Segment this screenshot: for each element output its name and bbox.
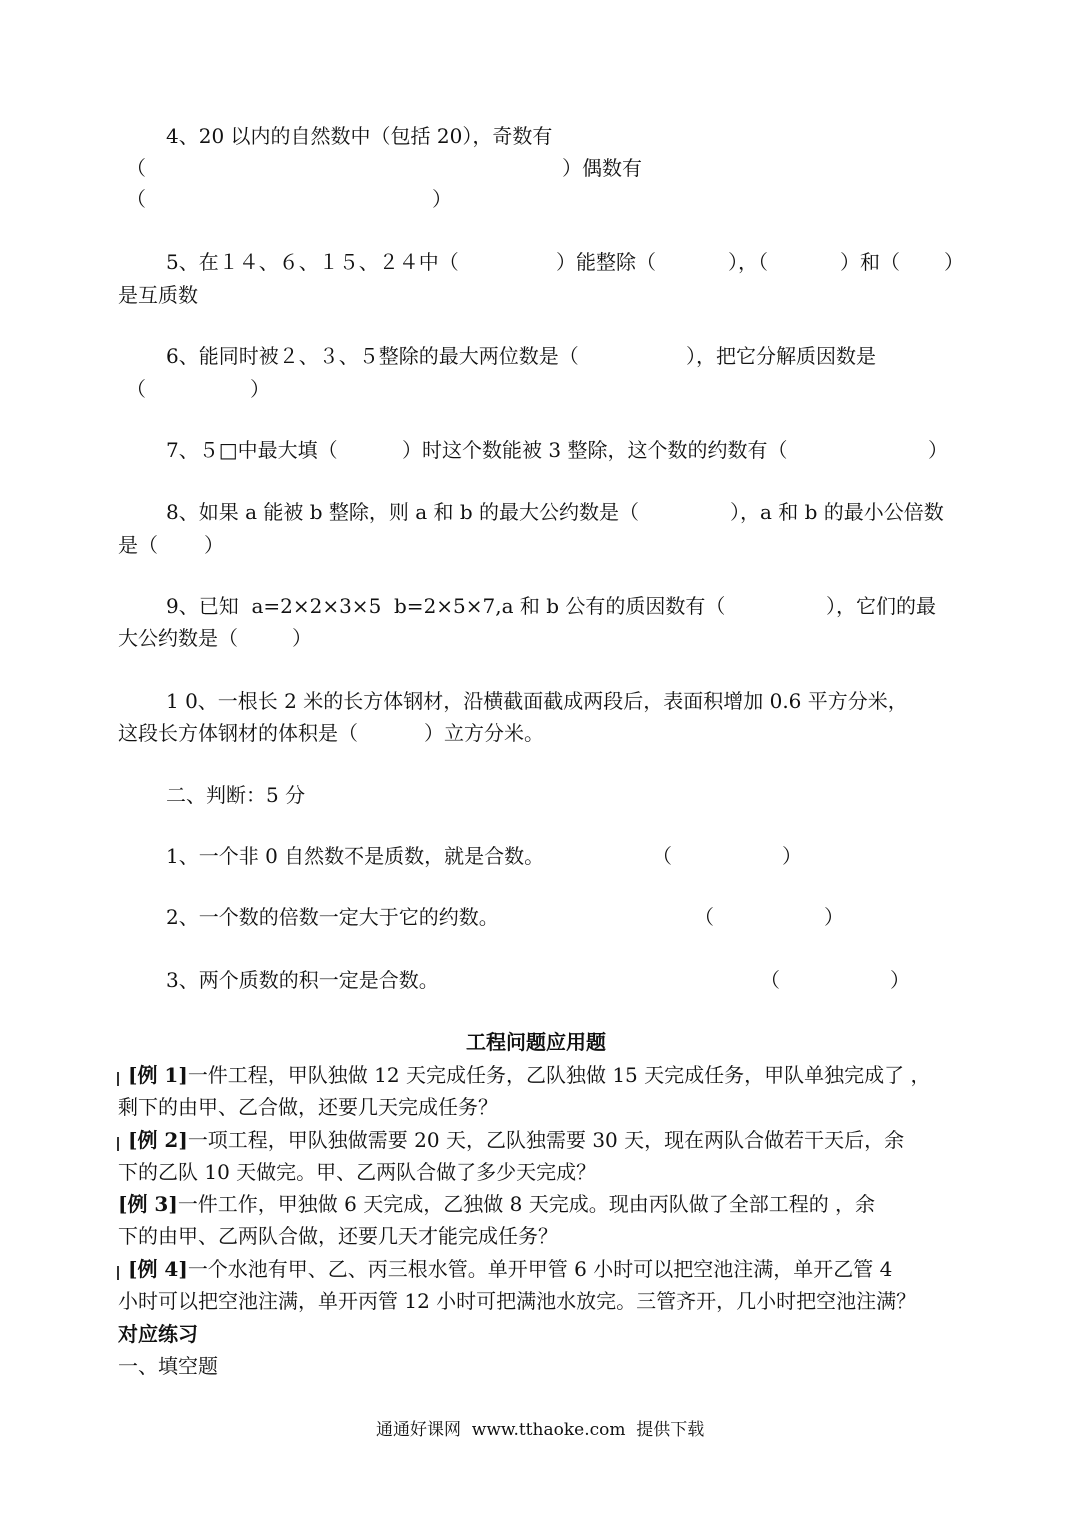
q4-line1: 4、20 以内的自然数中（包括 20），奇数有 — [166, 124, 553, 148]
q7-part-a: 7、５□中最大填（ — [166, 438, 338, 462]
section-title: 工程问题应用题 — [466, 1030, 606, 1054]
q8-part-a: 8、如果 a 能被 b 整除，则 a 和 b 的最大公约数是（ — [166, 500, 640, 524]
example-4-text: 一个水池有甲、乙、丙三根水管。单开甲管 6 小时可以把空池注满，单开乙管 4 — [187, 1257, 893, 1281]
judge-item-1-open: （ — [652, 844, 672, 868]
example-3-line1 — [118, 1190, 875, 1218]
example-1-tag: [例 1] — [128, 1063, 188, 1087]
judge-item-2-open: （ — [694, 905, 714, 929]
example-2-text: 一项工程，甲队独做需要 20 天，乙队独需要 30 天，现在两队合做若干天后，余 — [187, 1128, 905, 1152]
q10-part-b: 这段长方体钢材的体积是（ — [118, 721, 358, 745]
q9-part-b: ），它们的最 — [826, 594, 936, 618]
example-1-text: 一件工程，甲队独做 12 天完成任务，乙队独做 15 天完成任务，甲队单独完成了 ， — [187, 1063, 931, 1087]
judge-item-1-text: 1、一个非 0 自然数不是质数，就是合数。 — [166, 844, 545, 868]
judge-item-3-text: 3、两个质数的积一定是合数。 — [166, 968, 439, 992]
example-1-line2: 剩下的由甲、乙合做，还要几天完成任务？ — [118, 1095, 498, 1119]
part2-heading: 二、判断：5 分 — [166, 783, 306, 807]
q9-part-a: 9、已知 a=2×2×3×5 b=2×5×7,a 和 b 公有的质因数有（ — [166, 594, 726, 618]
example-3-line2: 下的由甲、乙两队合做，还要几天才能完成任务？ — [118, 1224, 558, 1248]
anchor-mark-2 — [117, 1137, 119, 1151]
q6-close-paren: ） — [250, 377, 270, 401]
q4-close-paren-2: ） — [432, 187, 452, 211]
q5-part-d: ）和（ — [840, 250, 900, 274]
q4-open-paren-2: （ — [126, 187, 146, 211]
q5-part-c: ），（ — [728, 250, 768, 274]
example-3-text: 一件工作，甲独做 6 天完成，乙独做 8 天完成。现由丙队做了全部工程的 ，余 — [177, 1192, 876, 1216]
q6-part-a: 6、能同时被２、３、５整除的最大两位数是（ — [166, 344, 579, 368]
q5-part-b: ）能整除（ — [556, 250, 656, 274]
q8-part-b: ），a 和 b 的最小公倍数 — [730, 500, 944, 524]
q4-open-paren-1: （ — [126, 156, 146, 180]
q8-part-c: 是（ — [118, 533, 158, 557]
example-2-line1 — [128, 1126, 904, 1154]
judge-item-3-close: ） — [890, 968, 910, 992]
q7-part-b: ）时这个数能被 3 整除，这个数的约数有（ — [402, 438, 788, 462]
judge-item-3-open: （ — [760, 968, 780, 992]
judge-item-1-close: ） — [782, 844, 802, 868]
example-3-tag: [例 3] — [118, 1192, 178, 1216]
q5-part-a: 5、在１４、６、１５、２４中（ — [166, 250, 459, 274]
example-4-line2: 小时可以把空池注满，单开丙管 12 小时可把满池水放完。三管齐开，几小时把空池注满？ — [118, 1289, 917, 1313]
practice-subheading: 一、填空题 — [118, 1354, 218, 1378]
q9-part-c: 大公约数是（ — [118, 626, 238, 650]
judge-item-2-close: ） — [824, 905, 844, 929]
footer-text: 通通好课网 www.tthaoke.com 提供下载 — [376, 1420, 705, 1440]
q8-part-d: ） — [204, 533, 224, 557]
example-2-line2: 下的乙队 10 天做完。甲、乙两队合做了多少天完成？ — [118, 1160, 597, 1184]
example-4-line1 — [128, 1255, 892, 1283]
judge-item-2-text: 2、一个数的倍数一定大于它的约数。 — [166, 905, 499, 929]
q4-even-label: ）偶数有 — [562, 156, 642, 180]
q5-line2: 是互质数 — [118, 283, 198, 307]
anchor-mark-3 — [117, 1266, 119, 1280]
q5-part-e: ） — [944, 250, 964, 274]
example-2-tag: [例 2] — [128, 1128, 188, 1152]
q6-part-b: ），把它分解质因数是 — [686, 344, 876, 368]
example-4-tag: [例 4] — [128, 1257, 188, 1281]
anchor-mark-1 — [117, 1072, 119, 1086]
example-1-line1 — [128, 1061, 931, 1089]
practice-heading: 对应练习 — [118, 1322, 198, 1346]
q10-part-c: ）立方分米。 — [424, 721, 544, 745]
q6-open-paren: （ — [126, 377, 146, 401]
q7-part-c: ） — [928, 438, 948, 462]
q10-line1: 1 0、一根长 2 米的长方体钢材，沿横截面截成两段后，表面积增加 0.6 平方分米， — [166, 689, 908, 713]
q9-part-d: ） — [292, 626, 312, 650]
